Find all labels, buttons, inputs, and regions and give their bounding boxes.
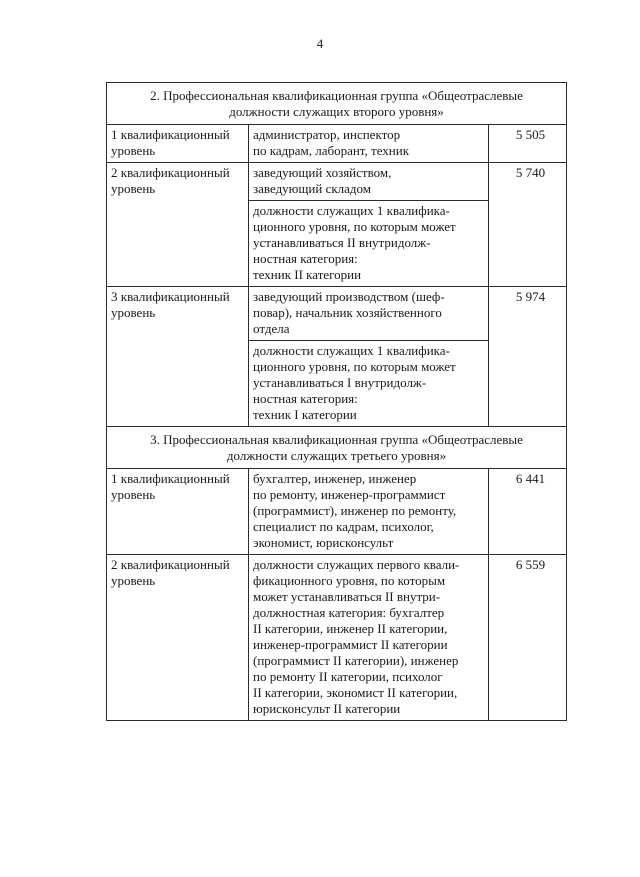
position-list: администратор, инспектор по кадрам, лаборант, техник <box>249 125 489 163</box>
position-list: бухгалтер, инженер, инженер по ремонту, инженер-программист (программист), инженер по ремонту, специалист по кадрам, психолог, экономист, юрисконсульт <box>249 469 489 555</box>
position-list: должности служащих 1 квалифика- ционного уровня, по которым может устанавливаться II внутридолж- ностная категория: техник II категории <box>249 201 489 287</box>
table-row <box>107 163 567 201</box>
salary-value: 6 441 <box>489 469 567 555</box>
position-list: должности служащих 1 квалифика- ционного уровня, по которым может устанавливаться I внутридолж- ностная категория: техник I категории <box>249 341 489 427</box>
group-title: 3. Профессиональная квалификационная группа «Общеотраслевые должности служащих третьего уровня» <box>107 427 567 469</box>
table-row <box>107 125 567 163</box>
qualification-level: 3 квалификационный уровень <box>107 287 249 427</box>
position-list: должности служащих первого квали- фикационного уровня, по которым может устанавливаться II внутри- должностная категория: бухгалтер II категории, инженер II категории, инженер-программист II категории (программист II категории), инженер по ремонту II категории, психолог II категории, экономист II категории, юрисконсульт II категории <box>249 555 489 721</box>
salary-value: 6 559 <box>489 555 567 721</box>
position-list: заведующий хозяйством, заведующий складом <box>249 163 489 201</box>
qualification-level: 1 квалификационный уровень <box>107 469 249 555</box>
table-row <box>107 287 567 341</box>
salary-value: 5 974 <box>489 287 567 427</box>
group-title: 2. Профессиональная квалификационная группа «Общеотраслевые должности служащих второго уровня» <box>107 83 567 125</box>
qualification-salary-table <box>106 82 567 721</box>
qualification-level: 2 квалификационный уровень <box>107 555 249 721</box>
page-number: 4 <box>316 36 324 51</box>
table-row <box>107 555 567 721</box>
position-list: заведующий производством (шеф- повар), начальник хозяйственного отдела <box>249 287 489 341</box>
group-header-row <box>107 427 567 469</box>
salary-value: 5 740 <box>489 163 567 287</box>
qualification-level: 1 квалификационный уровень <box>107 125 249 163</box>
qualification-level: 2 квалификационный уровень <box>107 163 249 287</box>
salary-value: 5 505 <box>489 125 567 163</box>
table-row <box>107 469 567 555</box>
group-header-row <box>107 83 567 125</box>
